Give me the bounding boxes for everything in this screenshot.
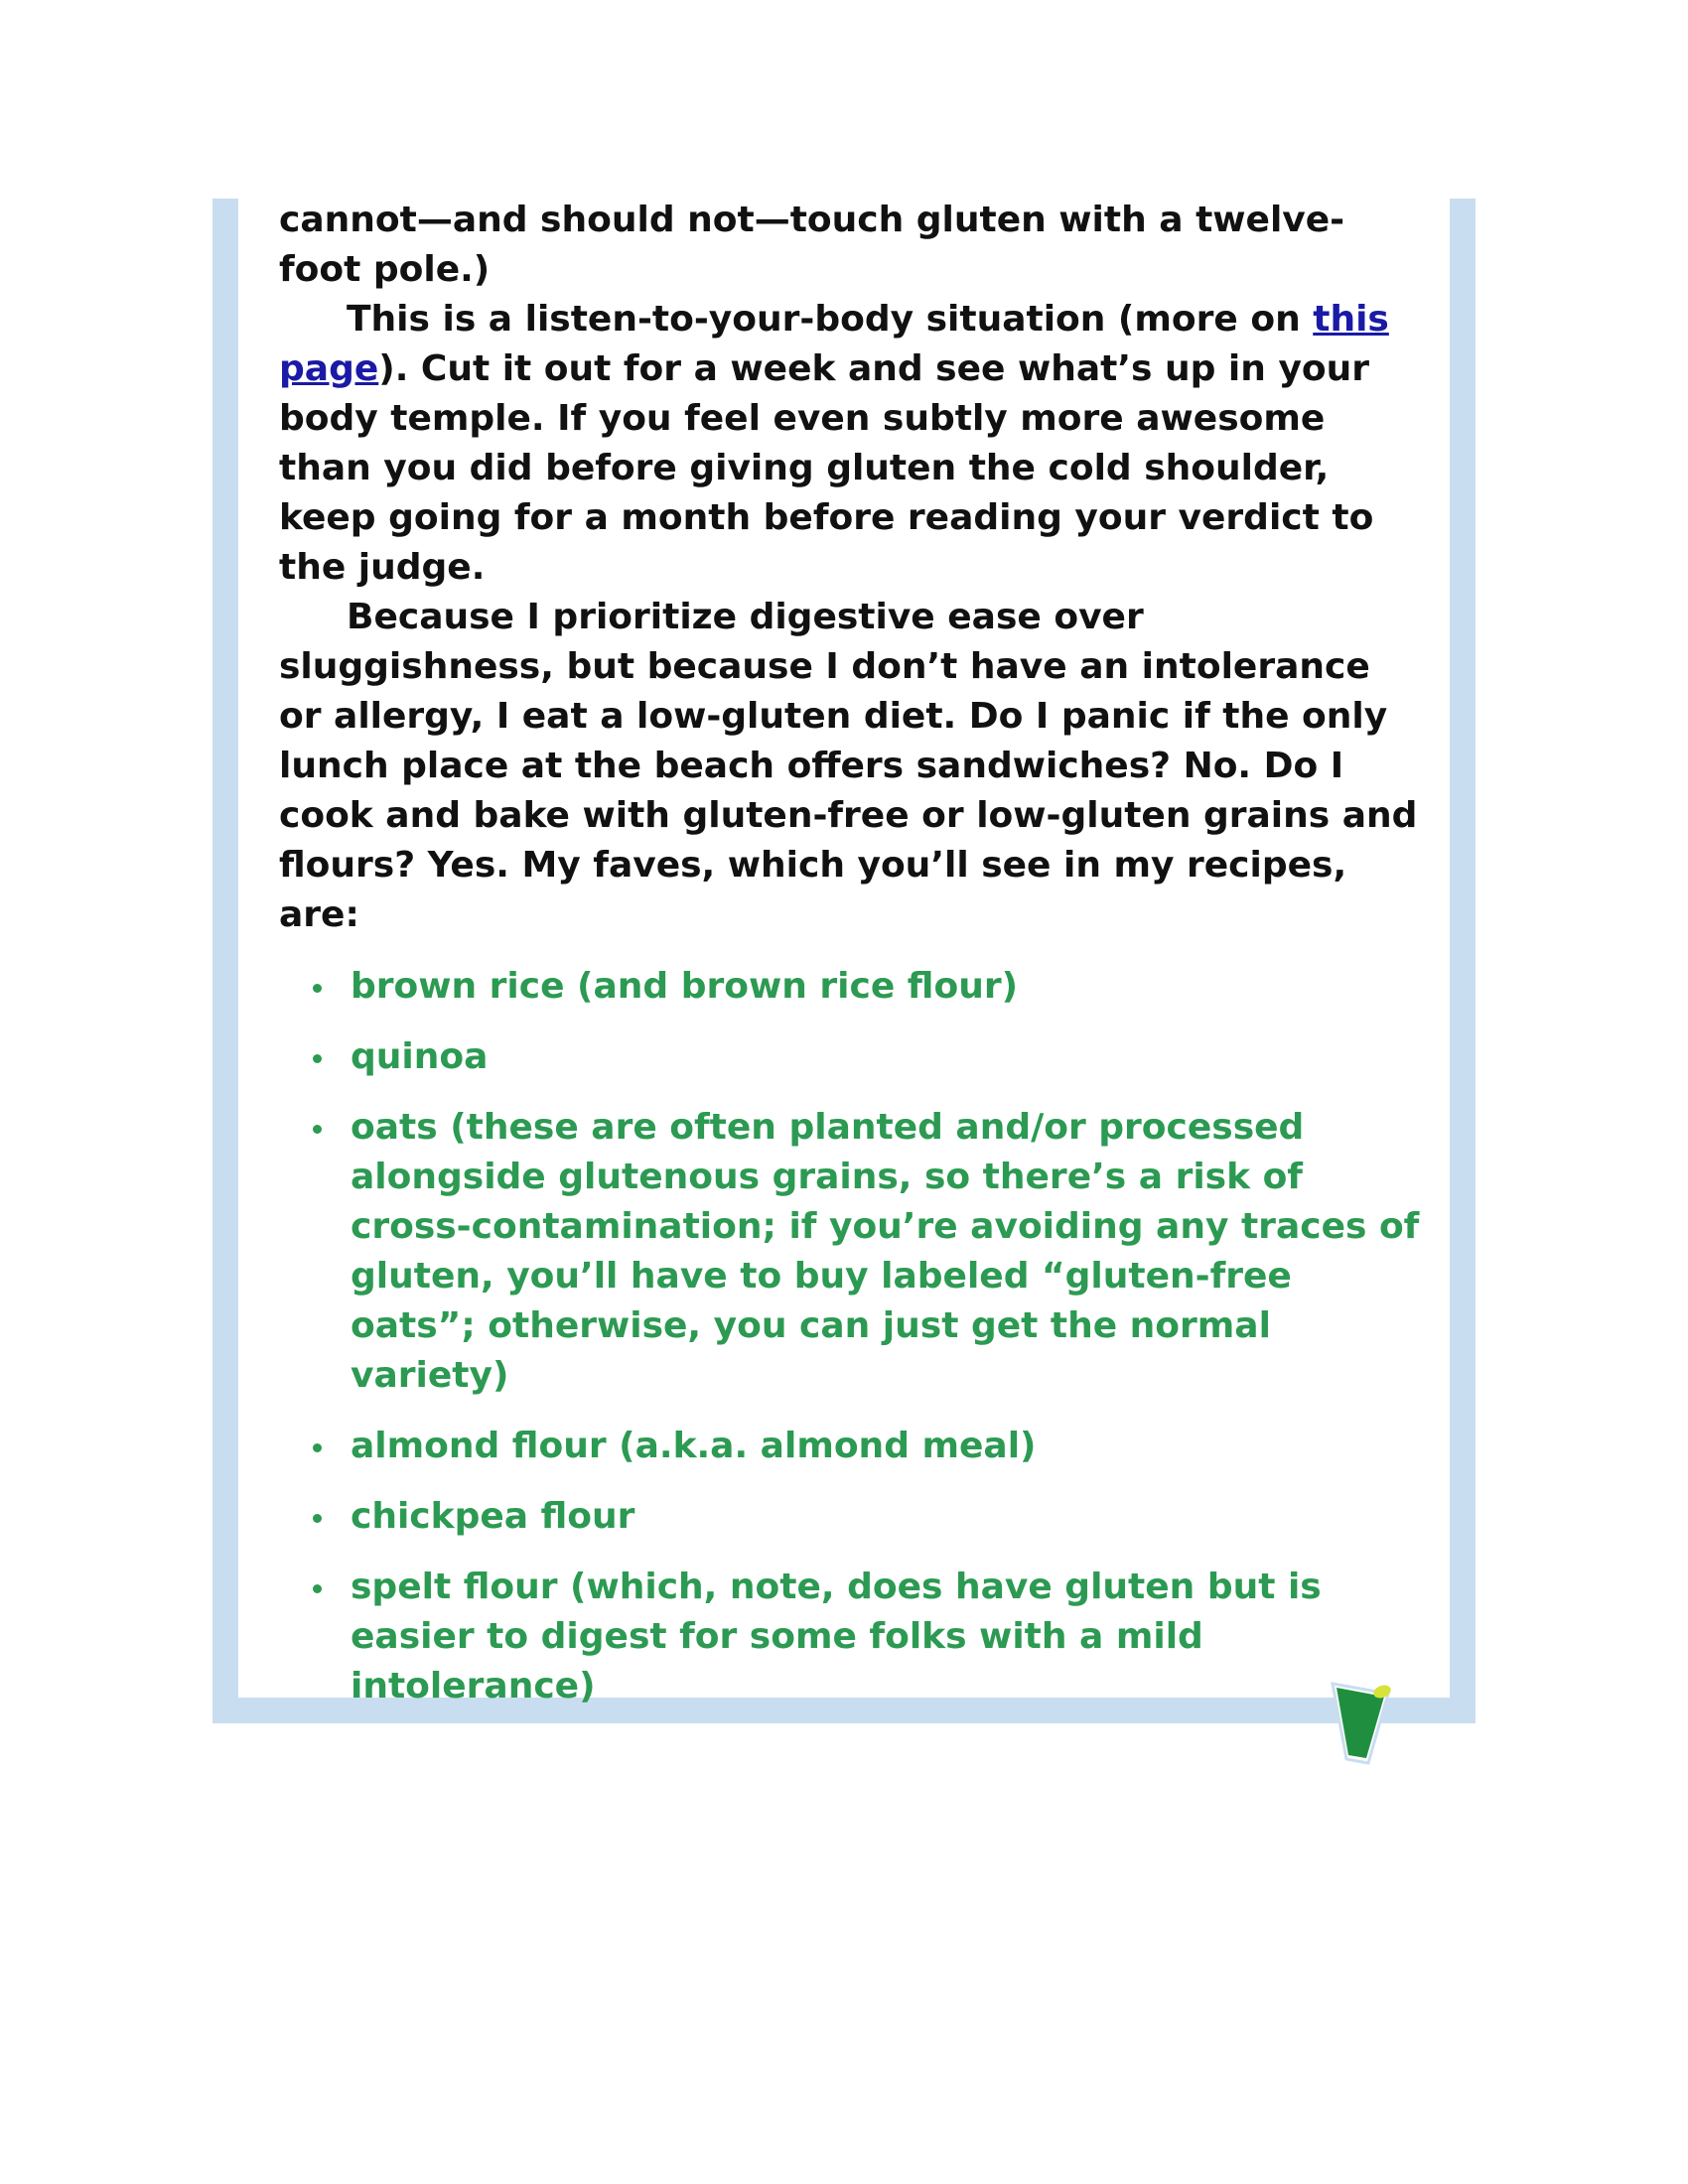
grain-list — [279, 962, 1421, 1711]
list-item — [351, 962, 1421, 1012]
bullet-dot — [313, 1054, 322, 1063]
bullet-dot — [313, 1584, 322, 1593]
sidebar-content — [279, 196, 1421, 1732]
paragraph-continuation: cannot—and should not—touch gluten with a twelve-foot pole.) — [279, 200, 1345, 290]
list-item-text: spelt flour (which, note, does have gluten but is easier to digest for some folks with a mild intolerance) — [351, 1567, 1322, 1706]
bullet-dot — [313, 1125, 322, 1134]
paragraph-text-before-link: This is a listen-to-your-body situation (more on — [347, 299, 1314, 340]
this-page-link[interactable]: this page — [279, 299, 1389, 389]
paragraph-low-gluten: Because I prioritize digestive ease over sluggishness, but because I don’t have an intolerance or allergy, I eat a low-gluten diet. Do I panic if the only lunch place at the beach offers sandwiches? No. Do I cook and bake with gluten-free or low-gluten grains and flours? Yes. My faves, which you’ll see in my recipes, are: — [279, 597, 1418, 935]
list-item — [351, 1563, 1421, 1711]
list-item-text: chickpea flour — [351, 1496, 635, 1537]
list-item — [351, 1492, 1421, 1542]
list-item-text: quinoa — [351, 1036, 489, 1077]
list-item-text: brown rice (and brown rice flour) — [351, 966, 1019, 1007]
list-item-text: almond flour (a.k.a. almond meal) — [351, 1426, 1037, 1466]
bullet-dot — [313, 1514, 322, 1523]
paragraph-text-after-link: ). Cut it out for a week and see what’s up in your body temple. If you feel even subtly more awesome than you did before giving gluten the cold shoulder, keep going for a month before reading your verdict to the judge. — [279, 348, 1374, 588]
bullet-dot — [313, 1443, 322, 1452]
list-item — [351, 1103, 1421, 1401]
list-item — [351, 1422, 1421, 1471]
bullet-dot — [313, 984, 322, 993]
green-cup-icon — [1327, 1676, 1400, 1767]
paragraph-listen-to-body — [279, 295, 1421, 593]
list-item-text: oats (these are often planted and/or processed alongside glutenous grains, so there’s a risk of cross-contamination; if you’re avoiding any traces of gluten, you’ll have to buy labeled “gluten-free oats”; otherwise, you can just get the normal variety) — [351, 1107, 1420, 1396]
list-item — [351, 1032, 1421, 1082]
